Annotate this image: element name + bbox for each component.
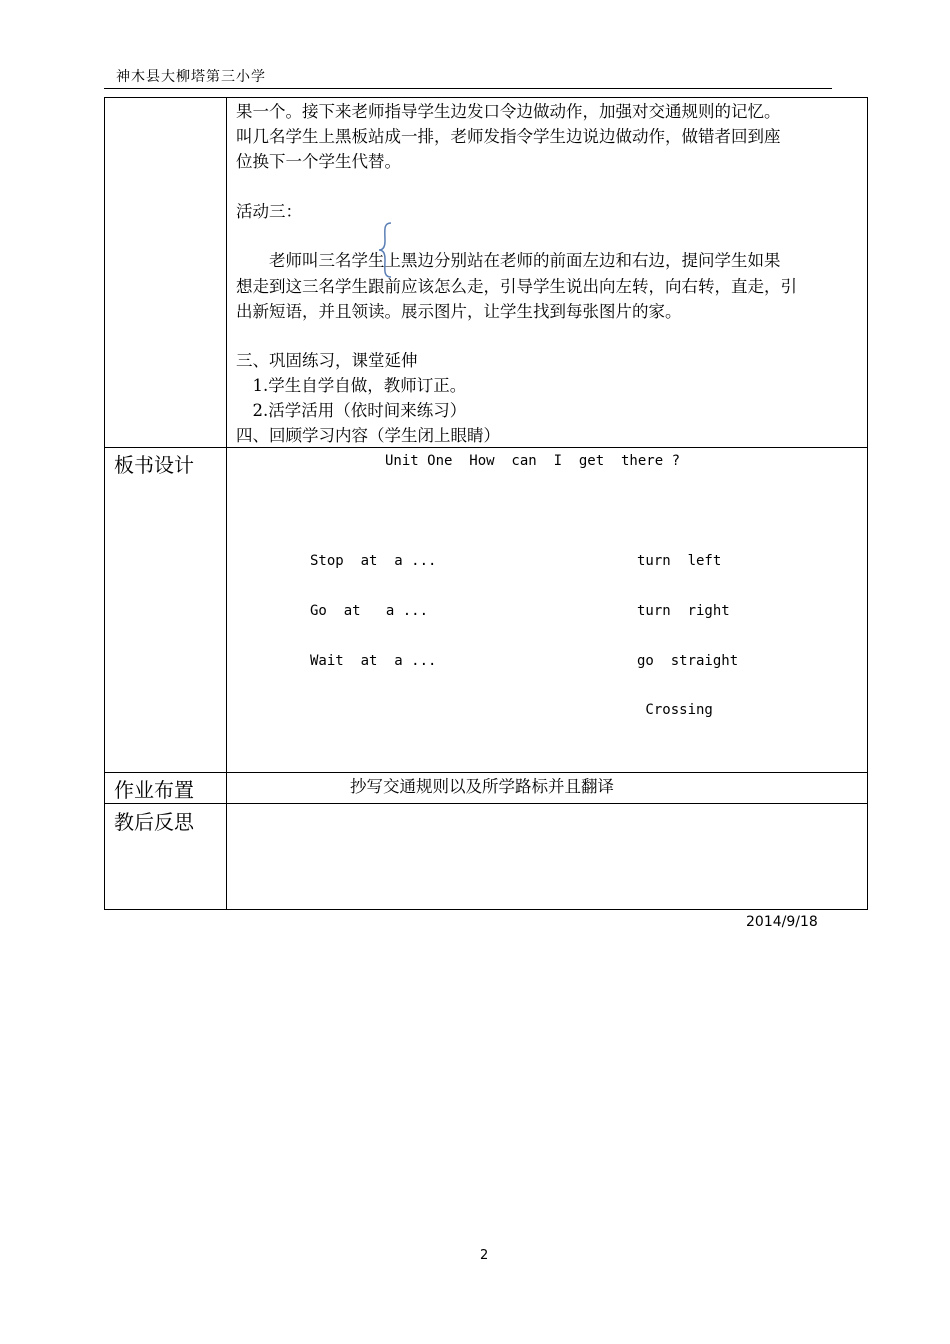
process-line: 叫几名学生上黑板站成一排，老师发指令学生边说边做动作，做错者回到座 <box>236 127 781 146</box>
phrase-go-straight: go straight <box>637 653 739 669</box>
document-date: 2014/9/18 <box>746 914 818 930</box>
practice-item-2: 2.活学活用（依时间来练习） <box>236 401 467 420</box>
activity-three-heading: 活动三： <box>236 202 302 221</box>
process-line: 想走到这三名学生跟前应该怎么走，引导学生说出向左转，向右转，直走，引 <box>236 277 797 296</box>
row-divider-2 <box>105 772 867 773</box>
homework-label: 作业布置 <box>114 778 194 802</box>
section-four-heading: 四、回顾学习内容（学生闭上眼睛） <box>236 426 500 445</box>
lesson-plan-table <box>104 97 868 910</box>
process-line: 老师叫三名学生上黑边分别站在老师的前面左边和右边，提问学生如果 <box>236 251 781 270</box>
homework-content: 抄写交通规则以及所学路标并且翻译 <box>350 777 614 796</box>
phrase-turn-left: turn left <box>637 553 722 569</box>
section-three-heading: 三、巩固练习，课堂延伸 <box>236 351 418 370</box>
phrase-stop: Stop at a ... <box>310 553 437 569</box>
process-line: 出新短语，并且领读。展示图片，让学生找到每张图片的家。 <box>236 302 682 321</box>
practice-item-1: 1.学生自学自做，教师订正。 <box>236 376 467 395</box>
phrase-wait: Wait at a ... <box>310 653 437 669</box>
phrase-go: Go at a ... <box>310 603 429 619</box>
process-line: 位换下一个学生代替。 <box>236 152 401 171</box>
reflection-label: 教后反思 <box>114 810 194 834</box>
header-rule <box>104 88 832 89</box>
school-name: 神木县大柳塔第三小学 <box>116 69 266 85</box>
phrase-turn-right: turn right <box>637 603 730 619</box>
blackboard-design-label: 板书设计 <box>114 453 194 477</box>
row-divider-3 <box>105 803 867 804</box>
page-number: 2 <box>480 1248 489 1263</box>
process-line: 果一个。接下来老师指导学生边发口令边做动作，加强对交通规则的记忆。 <box>236 102 781 121</box>
curly-brace-mark <box>377 221 393 279</box>
word-crossing: Crossing <box>637 702 713 718</box>
column-divider <box>226 98 227 909</box>
blackboard-title: Unit One How can I get there ? <box>385 453 681 469</box>
